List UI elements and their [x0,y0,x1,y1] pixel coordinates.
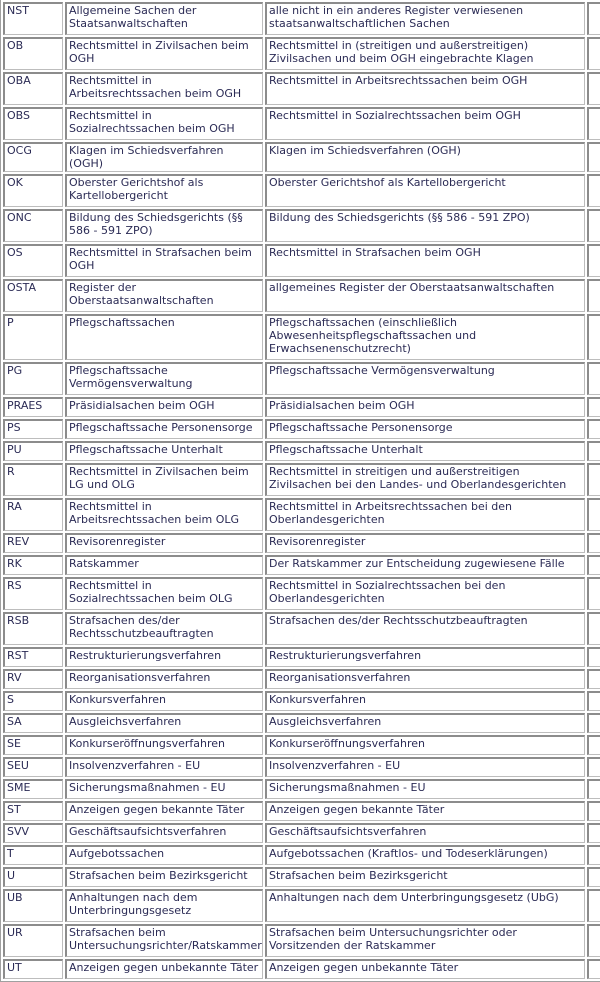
register-description-cell: Restrukturierungsverfahren [265,647,585,667]
register-name-cell: Anzeigen gegen bekannte Täter [65,801,263,821]
truncated-column-cell [587,823,600,843]
register-name-cell: Konkursverfahren [65,691,263,711]
table-row [3,757,600,777]
register-description-cell: Konkurseröffnungsverfahren [265,735,585,755]
register-name-cell: Anhaltungen nach dem Unterbringungsgesetz [65,889,263,922]
register-code-cell: SA [3,713,63,733]
register-description-cell: allgemeines Register der Oberstaatsanwaltschaften [265,279,585,312]
table-row [3,279,600,312]
register-description-cell: Rechtsmittel in Arbeitsrechtssachen beim OGH [265,72,585,105]
table-row [3,107,600,140]
register-name-cell: Allgemeine Sachen der Staatsanwaltschaften [65,2,263,35]
register-description-cell: Pflegschaftssache Unterhalt [265,441,585,461]
register-description-cell: Strafsachen beim Bezirksgericht [265,867,585,887]
table-row [3,498,600,531]
table-row [3,959,600,979]
register-code-cell: NST [3,2,63,35]
register-name-cell: Ausgleichsverfahren [65,713,263,733]
table-row [3,735,600,755]
register-description-cell: Strafsachen des/der Rechtsschutzbeauftragten [265,612,585,645]
register-name-cell: Bildung des Schiedsgerichts (§§ 586 - 591 ZPO) [65,209,263,242]
register-name-cell: Oberster Gerichtshof als Kartellobergericht [65,174,263,207]
register-description-cell: Revisorenregister [265,533,585,553]
register-description-cell: Klagen im Schiedsverfahren (OGH) [265,142,585,172]
truncated-column-cell [587,612,600,645]
register-name-cell: Pflegschaftssache Unterhalt [65,441,263,461]
truncated-column-cell [587,959,600,979]
truncated-column-cell [587,463,600,496]
register-description-cell: Ausgleichsverfahren [265,713,585,733]
register-name-cell: Rechtsmittel in Zivilsachen beim OGH [65,37,263,70]
table-row [3,801,600,821]
register-code-cell: OCG [3,142,63,172]
register-description-cell: alle nicht in ein anderes Register verwiesenen staatsanwaltschaftlichen Sachen [265,2,585,35]
register-code-cell: OBA [3,72,63,105]
register-description-cell: Präsidialsachen beim OGH [265,397,585,417]
truncated-column-cell [587,691,600,711]
register-code-cell: OS [3,244,63,277]
register-name-cell: Restrukturierungsverfahren [65,647,263,667]
truncated-column-cell [587,669,600,689]
register-name-cell: Insolvenzverfahren - EU [65,757,263,777]
register-description-cell: Rechtsmittel in Arbeitsrechtssachen bei den Oberlandesgerichten [265,498,585,531]
register-name-cell: Sicherungsmaßnahmen - EU [65,779,263,799]
truncated-column-cell [587,37,600,70]
truncated-column-cell [587,735,600,755]
table-row [3,174,600,207]
register-name-cell: Strafsachen beim Untersuchungsrichter/Ratskammer [65,924,263,957]
register-description-cell: Oberster Gerichtshof als Kartellobergericht [265,174,585,207]
table-row [3,779,600,799]
table-row [3,924,600,957]
register-description-cell: Rechtsmittel in streitigen und außerstreitigen Zivilsachen bei den Landes- und Oberlandesgerichten [265,463,585,496]
register-description-cell: Konkursverfahren [265,691,585,711]
register-description-cell: Rechtsmittel in Sozialrechtssachen bei den Oberlandesgerichten [265,577,585,610]
register-code-cell: ONC [3,209,63,242]
register-name-cell: Strafsachen beim Bezirksgericht [65,867,263,887]
register-description-cell: Pflegschaftssache Vermögensverwaltung [265,362,585,395]
truncated-column-cell [587,498,600,531]
register-code-cell: T [3,845,63,865]
register-code-cell: ST [3,801,63,821]
truncated-column-cell [587,279,600,312]
register-description-cell: Anzeigen gegen bekannte Täter [265,801,585,821]
register-name-cell: Aufgebotssachen [65,845,263,865]
register-name-cell: Konkurseröffnungsverfahren [65,735,263,755]
register-code-cell: RST [3,647,63,667]
truncated-column-cell [587,397,600,417]
register-code-cell: OB [3,37,63,70]
truncated-column-cell [587,555,600,575]
table-row [3,72,600,105]
register-description-cell: Geschäftsaufsichtsverfahren [265,823,585,843]
register-code-cell: RK [3,555,63,575]
table-row [3,691,600,711]
table-row [3,463,600,496]
table-row [3,209,600,242]
truncated-column-cell [587,244,600,277]
truncated-column-cell [587,647,600,667]
table-row [3,713,600,733]
register-code-cell: UT [3,959,63,979]
register-name-cell: Anzeigen gegen unbekannte Täter [65,959,263,979]
register-code-cell: PU [3,441,63,461]
truncated-column-cell [587,713,600,733]
register-code-cell: OBS [3,107,63,140]
table-row [3,397,600,417]
table-row [3,577,600,610]
table-row [3,647,600,667]
register-description-cell: Rechtsmittel in (streitigen und außerstreitigen) Zivilsachen und beim OGH eingebrachte Klagen [265,37,585,70]
truncated-column-cell [587,924,600,957]
table-row [3,314,600,360]
truncated-column-cell [587,314,600,360]
register-code-cell: SE [3,735,63,755]
register-description-cell: Anzeigen gegen unbekannte Täter [265,959,585,979]
register-description-cell: Strafsachen beim Untersuchungsrichter oder Vorsitzenden der Ratskammer [265,924,585,957]
table-row [3,142,600,172]
register-code-cell: SVV [3,823,63,843]
register-code-cell: OSTA [3,279,63,312]
table-row [3,669,600,689]
register-description-cell: Reorganisationsverfahren [265,669,585,689]
register-code-cell: PG [3,362,63,395]
register-name-cell: Rechtsmittel in Zivilsachen beim LG und OLG [65,463,263,496]
table-row [3,823,600,843]
table-row [3,441,600,461]
register-code-cell: R [3,463,63,496]
register-code-cell: P [3,314,63,360]
register-description-cell: Rechtsmittel in Sozialrechtssachen beim OGH [265,107,585,140]
register-code-cell: RV [3,669,63,689]
register-name-cell: Strafsachen des/der Rechtsschutzbeauftragten [65,612,263,645]
truncated-column-cell [587,362,600,395]
register-code-cell: PS [3,419,63,439]
truncated-column-cell [587,577,600,610]
register-code-cell: UR [3,924,63,957]
register-code-cell: UB [3,889,63,922]
register-code-cell: PRAES [3,397,63,417]
register-description-cell: Pflegschaftssachen (einschließlich Abwesenheitspflegschaftssachen und Erwachsenenschutzrecht) [265,314,585,360]
register-name-cell: Rechtsmittel in Strafsachen beim OGH [65,244,263,277]
register-name-cell: Pflegschaftssache Personensorge [65,419,263,439]
table-row [3,37,600,70]
register-name-cell: Revisorenregister [65,533,263,553]
register-description-cell: Bildung des Schiedsgerichts (§§ 586 - 591 ZPO) [265,209,585,242]
truncated-column-cell [587,2,600,35]
truncated-column-cell [587,107,600,140]
table-row [3,362,600,395]
register-name-cell: Rechtsmittel in Arbeitsrechtssachen beim OGH [65,72,263,105]
truncated-column-cell [587,441,600,461]
table-row [3,867,600,887]
table-row [3,889,600,922]
register-code-cell: RA [3,498,63,531]
register-name-cell: Präsidialsachen beim OGH [65,397,263,417]
truncated-column-cell [587,757,600,777]
register-description-cell: Anhaltungen nach dem Unterbringungsgesetz (UbG) [265,889,585,922]
truncated-column-cell [587,845,600,865]
table-row [3,533,600,553]
register-code-cell: RS [3,577,63,610]
register-code-cell: RSB [3,612,63,645]
register-name-cell: Register der Oberstaatsanwaltschaften [65,279,263,312]
truncated-column-cell [587,209,600,242]
table-row [3,845,600,865]
register-name-cell: Pflegschaftssache Vermögensverwaltung [65,362,263,395]
register-name-cell: Pflegschaftssachen [65,314,263,360]
truncated-column-cell [587,867,600,887]
register-description-cell: Rechtsmittel in Strafsachen beim OGH [265,244,585,277]
register-name-cell: Reorganisationsverfahren [65,669,263,689]
truncated-column-cell [587,419,600,439]
table-row [3,419,600,439]
register-name-cell: Rechtsmittel in Sozialrechtssachen beim OGH [65,107,263,140]
truncated-column-cell [587,174,600,207]
truncated-column-cell [587,72,600,105]
register-description-cell: Der Ratskammer zur Entscheidung zugewiesene Fälle [265,555,585,575]
register-code-cell: SEU [3,757,63,777]
register-table-body [3,2,600,979]
truncated-column-cell [587,142,600,172]
table-row [3,2,600,35]
register-code-cell: S [3,691,63,711]
register-code-cell: OK [3,174,63,207]
truncated-column-cell [587,533,600,553]
register-description-cell: Insolvenzverfahren - EU [265,757,585,777]
truncated-column-cell [587,801,600,821]
register-name-cell: Geschäftsaufsichtsverfahren [65,823,263,843]
register-code-cell: SME [3,779,63,799]
table-row [3,555,600,575]
register-name-cell: Rechtsmittel in Arbeitsrechtssachen beim OLG [65,498,263,531]
table-row [3,244,600,277]
truncated-column-cell [587,779,600,799]
register-code-cell: U [3,867,63,887]
register-description-cell: Aufgebotssachen (Kraftlos- und Todeserklärungen) [265,845,585,865]
register-name-cell: Rechtsmittel in Sozialrechtssachen beim OLG [65,577,263,610]
table-row [3,612,600,645]
truncated-column-cell [587,889,600,922]
register-description-cell: Sicherungsmaßnahmen - EU [265,779,585,799]
register-name-cell: Ratskammer [65,555,263,575]
register-description-cell: Pflegschaftssache Personensorge [265,419,585,439]
register-code-cell: REV [3,533,63,553]
register-name-cell: Klagen im Schiedsverfahren (OGH) [65,142,263,172]
